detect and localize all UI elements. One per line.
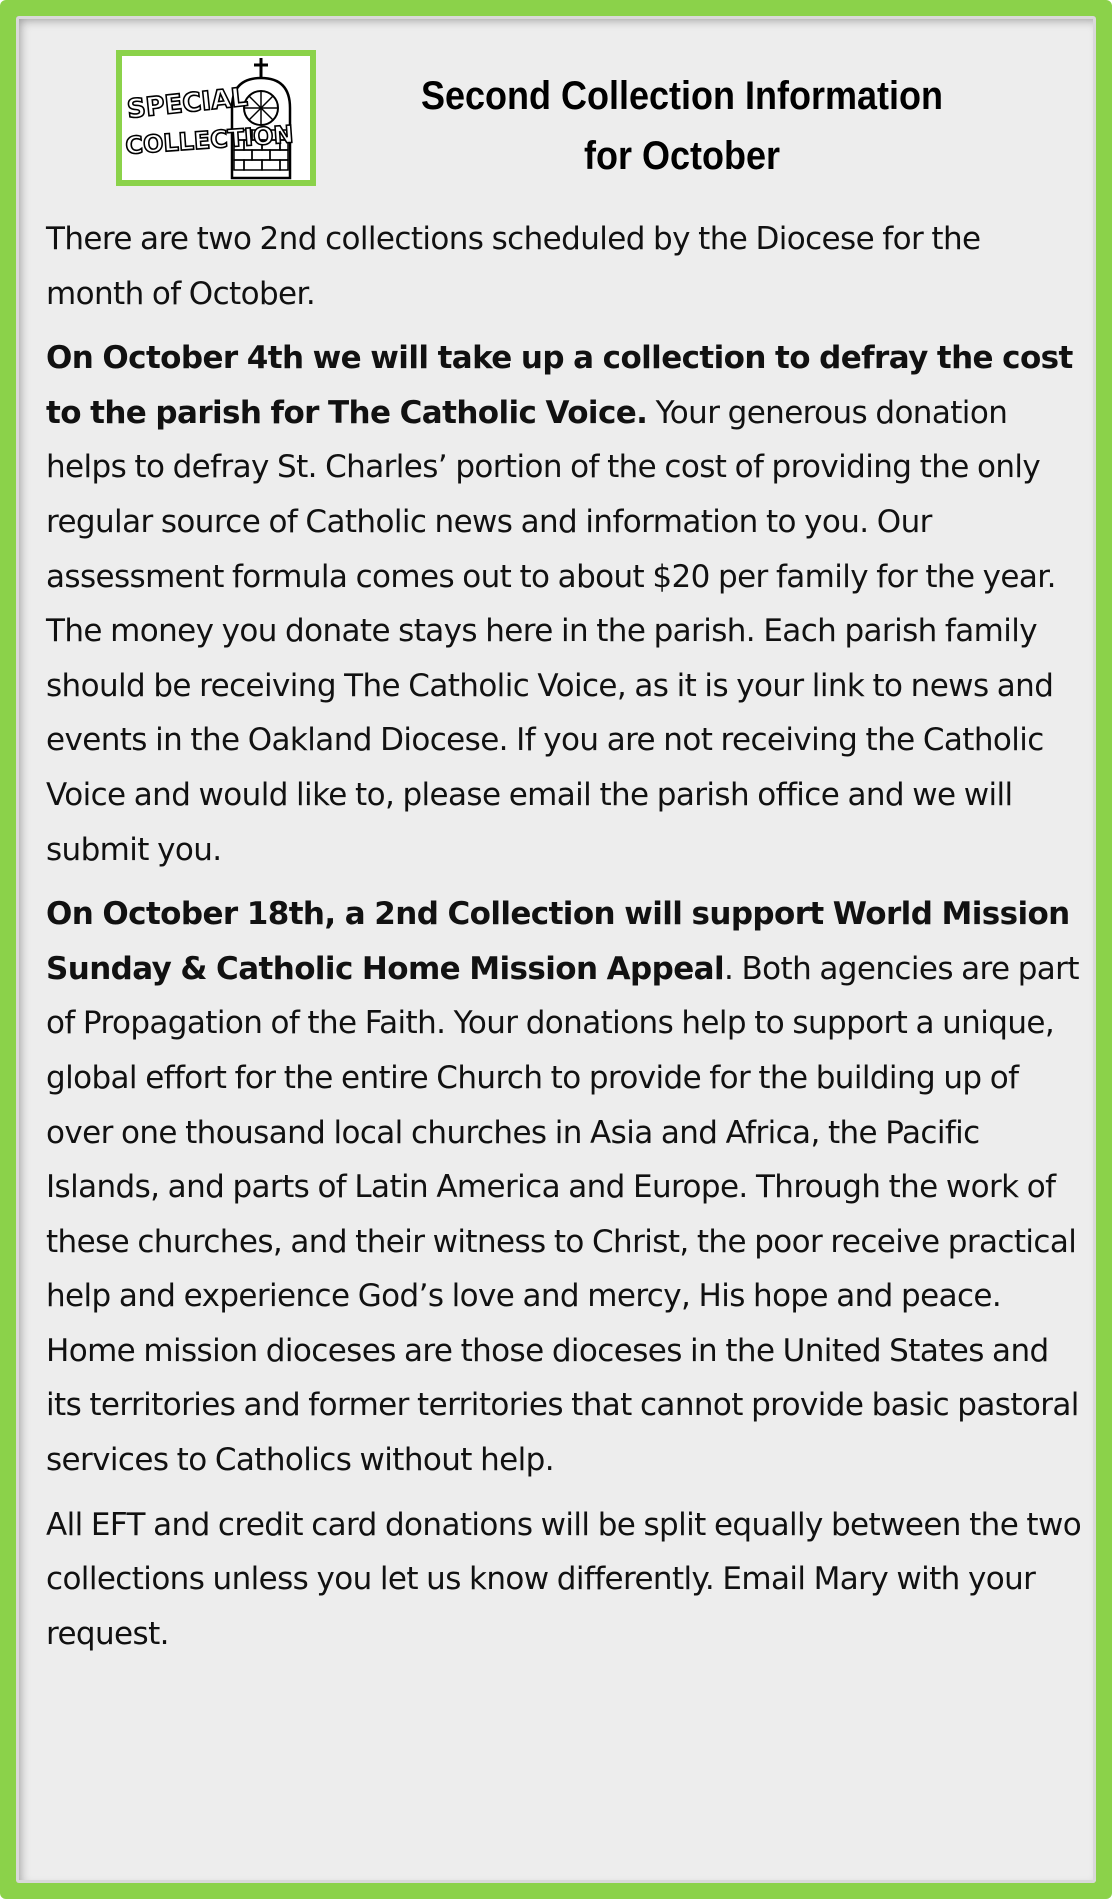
catholic-voice-lead: On October 4th we will take up a collection to defray the cost to the parish for The Catholic Voice. (46, 340, 1073, 431)
world-mission-paragraph (46, 887, 1086, 1488)
logo-text-special: SPECIAL (125, 82, 250, 125)
title-line-1: Second Collection Information (420, 74, 944, 118)
church-window-icon (122, 56, 310, 180)
bulletin-panel (16, 16, 1096, 1883)
world-mission-text: . Both agencies are part of Propagation of the Faith. Your donations help to support a unique, global effort for the entire Church to provide for the building up of over one thousand local churches in Asia and Africa, the Pacific Islands, and parts of Latin America and Europe. Through the work of these churches, and their witness to Christ, the poor receive practical help and experience God’s love and mercy, His hope and peace. Home mission dioceses are those dioceses in the United States and its territories and former territories that cannot provide basic pastoral services to Catholics without help. (46, 950, 1079, 1479)
catholic-voice-text: Your generous donation helps to defray St. Charles’ portion of the cost of providing the only regular source of Catholic news and information to you. Our assessment formula comes out to about $20 per family for the year. The money you donate stays here in the parish. Each parish family should be receiving The Catholic Voice, as it is your link to news and events in the Oakland Diocese. If you are not receiving the Catholic Voice and would like to, please email the parish office and we will submit you. (46, 394, 1056, 868)
intro-paragraph: There are two 2nd collections scheduled by the Diocese for the month of October. (46, 221, 981, 312)
world-mission-lead: On October 18th, a 2nd Collection will support World Mission Sunday & Catholic Home Mission Appeal (46, 896, 1070, 987)
title-line-2: for October (583, 134, 781, 178)
logo-text-collection: COLLECTION (124, 120, 295, 160)
closing-paragraph: All EFT and credit card donations will be split equally between the two collections unless you let us know differently. Email Mary with your request. (46, 1506, 1082, 1652)
catholic-voice-paragraph (46, 331, 1086, 877)
page-title (353, 66, 1012, 186)
special-collection-logo (116, 50, 316, 186)
article-body (46, 212, 1086, 1671)
